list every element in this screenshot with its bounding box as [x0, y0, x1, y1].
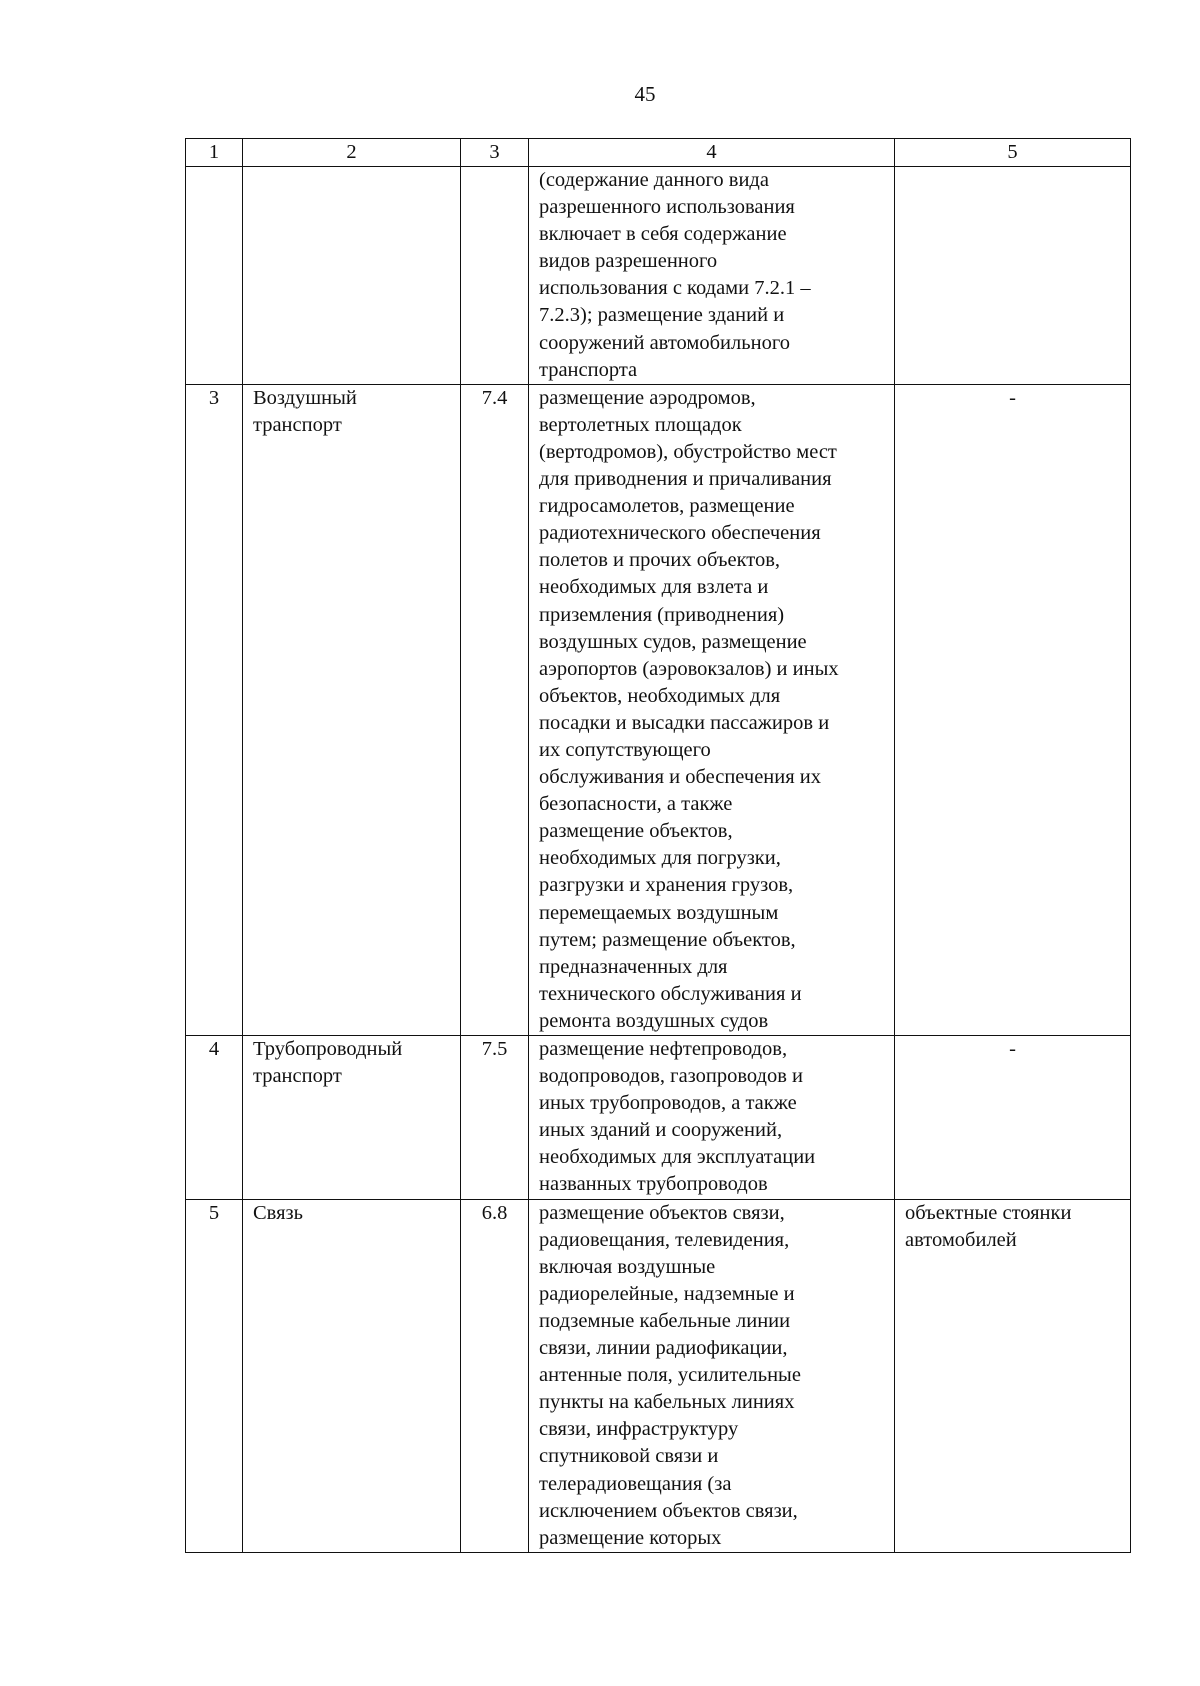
use-type-name: Трубопроводный транспорт [253, 1038, 403, 1088]
column-header-2: 2 [243, 139, 461, 167]
row-number-cell [186, 167, 243, 385]
row-number-cell [186, 1199, 243, 1552]
use-type-name-cell [243, 1036, 461, 1200]
row-number: 5 [208, 1201, 220, 1224]
table-row [186, 1199, 1131, 1552]
use-type-description: размещение объектов связи, радиовещания, телевидения, включая воздушные радиорелейные, надземные и подземные кабельные линии связи, линии радиофикации, антенные поля, усилительные пункты на кабельных линиях связи, инфраструктуру спутниковой связи и телерадиовещания (за исключением объектов связи, размещение которых [539, 1201, 801, 1549]
use-type-name-cell [243, 1199, 461, 1552]
use-type-description: (содержание данного вида разрешенного использования включает в себя содержание видов разрешенного использования с кодами 7.2.1 – 7.2.3); размещение зданий и сооружений автомобильного транспорта [539, 169, 811, 381]
use-type-code: 7.4 [481, 386, 508, 409]
use-type-note-cell [895, 1199, 1131, 1552]
table-row [186, 167, 1131, 385]
use-type-note-cell [895, 167, 1131, 385]
use-type-code-cell [461, 167, 529, 385]
use-type-description: размещение нефтепроводов, водопроводов, газопроводов и иных трубопроводов, а также иных зданий и сооружений, необходимых для эксплуатации названных трубопроводов [539, 1038, 816, 1196]
row-number: 3 [208, 386, 220, 409]
table-row [186, 384, 1131, 1035]
use-type-description-cell [529, 1199, 895, 1552]
use-type-name-cell [243, 384, 461, 1035]
use-type-name-cell [243, 167, 461, 385]
column-header-1: 1 [186, 139, 243, 167]
use-type-code-cell [461, 1199, 529, 1552]
land-use-table [185, 138, 1131, 1553]
page-number: 45 [634, 82, 656, 106]
column-header-5: 5 [895, 139, 1131, 167]
use-type-code-cell [461, 1036, 529, 1200]
use-type-name: Связь [253, 1201, 303, 1224]
use-type-note: - [1009, 1038, 1016, 1060]
row-number: 4 [208, 1038, 220, 1060]
use-type-code: 7.5 [481, 1038, 508, 1060]
use-type-name: Воздушный транспорт [253, 386, 357, 436]
use-type-note: объектные стоянки автомобилей [905, 1201, 1072, 1251]
use-type-code-cell [461, 384, 529, 1035]
use-type-description-cell [529, 1036, 895, 1200]
use-type-note-cell [895, 1036, 1131, 1200]
use-type-note-cell [895, 384, 1131, 1035]
use-type-description-cell [529, 167, 895, 385]
table-header-row [186, 139, 1131, 167]
row-number-cell [186, 1036, 243, 1200]
table-row [186, 1036, 1131, 1200]
use-type-note: - [1009, 386, 1016, 409]
row-number-cell [186, 384, 243, 1035]
use-type-description-cell [529, 384, 895, 1035]
use-type-description: размещение аэродромов, вертолетных площадок (вертодромов), обустройство мест для приводнения и причаливания гидросамолетов, размещение радиотехнического обеспечения полетов и прочих объектов, необходимых для взлета и приземления (приводнения) воздушных судов, размещение аэропортов (аэровокзалов) и иных объектов, необходимых для посадки и высадки пассажиров и их сопутствующего обслуживания и обеспечения их безопасности, а также размещение объектов, необходимых для погрузки, разгрузки и хранения грузов, перемещаемых воздушным путем; размещение объектов, предназначенных для технического обслуживания и ремонта воздушных судов [539, 386, 839, 1032]
use-type-code: 6.8 [481, 1201, 508, 1224]
column-header-4: 4 [529, 139, 895, 167]
column-header-3: 3 [461, 139, 529, 167]
